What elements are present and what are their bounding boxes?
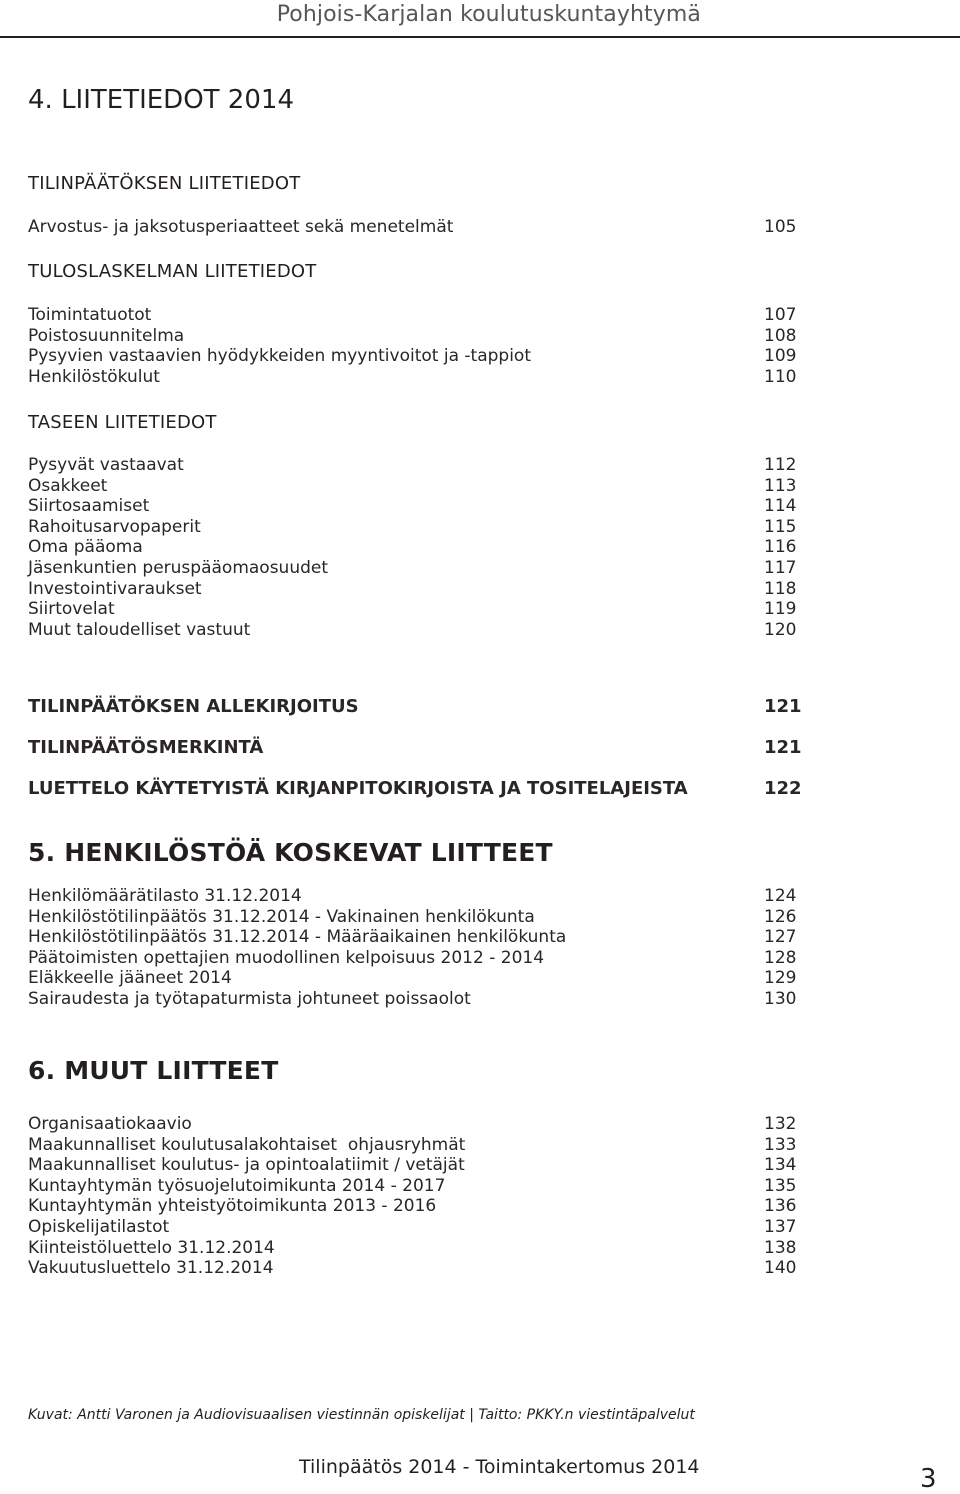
toc-row [28,686,800,727]
toc-row-label: Vakuutusluettelo 31.12.2014 [28,1258,274,1279]
toc-row-page: 138 [764,1237,797,1258]
toc-row-label: TILINPÄÄTÖKSEN ALLEKIRJOITUS [28,696,359,717]
toc-row-page: 118 [764,578,797,599]
section-rows-tilinpaatos [28,215,800,239]
toc-row [28,1217,800,1238]
toc-row-page: 109 [764,346,797,367]
toc-row [28,326,800,347]
toc-row [28,727,800,768]
section-rows-misc [28,686,800,809]
toc-row-page: 107 [764,305,797,325]
section-heading-henkilosto: 5. HENKILÖSTÖÄ KOSKEVAT LIITTEET [28,838,553,867]
toc-row-label: Arvostus- ja jaksotusperiaatteet sekä menetelmät [28,217,454,237]
toc-row-page: 108 [764,325,797,346]
toc-row-label: Sairaudesta ja työtapaturmista johtuneet poissaolot [28,988,471,1009]
header-divider [0,36,960,38]
toc-row-page: 128 [764,947,797,968]
toc-row-label: Organisaatiokaavio [28,1114,192,1134]
header-organization: Pohjois-Karjalan koulutuskuntayhtymä [276,2,701,27]
toc-row-label: Muut taloudelliset vastuut [28,619,251,640]
toc-row-label: Henkilöstötilinpäätös 31.12.2014 - Määräaikainen henkilökunta [28,927,567,948]
toc-row-label: Kuntayhtymän yhteistyötoimikunta 2013 - 2016 [28,1196,437,1217]
toc-row-page: 121 [764,696,802,717]
toc-row [28,1114,800,1135]
toc-row [28,1176,800,1197]
toc-row [28,599,800,620]
toc-row-page: 119 [764,599,797,620]
toc-row [28,346,800,367]
toc-row-page: 121 [764,737,802,758]
section-rows-henkilosto [28,886,800,1010]
toc-row-label: Oma pääoma [28,537,143,558]
toc-row-page: 134 [764,1155,797,1176]
toc-row [28,579,800,600]
toc-row [28,1196,800,1217]
toc-row [28,215,800,239]
toc-row-page: 105 [764,217,797,237]
toc-row-page: 110 [764,367,797,388]
toc-row-page: 120 [764,619,797,640]
section-rows-tuloslaskelma [28,305,800,388]
toc-row-label: TILINPÄÄTÖSMERKINTÄ [28,737,264,758]
toc-row [28,927,800,948]
toc-row-label: Pysyvien vastaavien hyödykkeiden myyntivoitot ja -tappiot [28,346,531,367]
toc-row-label: Henkilöstökulut [28,367,160,388]
toc-row-page: 135 [764,1175,797,1196]
page-title: 4. LIITETIEDOT 2014 [28,85,294,115]
toc-row [28,367,800,388]
section-heading-muut: 6. MUUT LIITTEET [28,1056,279,1085]
toc-row-label: Maakunnalliset koulutusalakohtaiset ohjausryhmät [28,1134,466,1155]
toc-row-label: Toimintatuotot [28,305,152,325]
toc-row [28,948,800,969]
toc-row-label: Kuntayhtymän työsuojelutoimikunta 2014 - 2017 [28,1175,446,1196]
toc-row-page: 113 [764,475,797,496]
toc-row [28,455,800,476]
toc-row-page: 130 [764,988,797,1009]
toc-row-label: Opiskelijatilastot [28,1216,170,1237]
toc-row-page: 132 [764,1114,797,1134]
section-rows-tase [28,455,800,640]
toc-row-label: Siirtosaamiset [28,496,150,517]
toc-row [28,1155,800,1176]
toc-row [28,968,800,989]
toc-row [28,476,800,497]
toc-row-label: Jäsenkuntien peruspääomaosuudet [28,557,329,578]
toc-row-page: 115 [764,516,797,537]
toc-row-page: 124 [764,886,797,906]
toc-row-page: 136 [764,1196,797,1217]
toc-row [28,1238,800,1259]
photo-layout-credits: Kuvat: Antti Varonen ja Audiovisuaalisen viestinnän opiskelijat | Taitto: PKKY.n viestintäpalvelut [28,1407,695,1423]
toc-row-page: 140 [764,1258,797,1279]
toc-row-label: Rahoitusarvopaperit [28,516,201,537]
toc-row [28,886,800,907]
toc-row [28,537,800,558]
toc-row-label: Siirtovelat [28,599,115,620]
toc-row [28,989,800,1010]
toc-row-page: 129 [764,968,797,989]
toc-row [28,768,800,809]
section-rows-muut [28,1114,800,1279]
toc-row-page: 126 [764,906,797,927]
toc-row-page: 122 [764,778,802,799]
toc-row-label: Päätoimisten opettajien muodollinen kelpoisuus 2012 - 2014 [28,947,545,968]
toc-row-label: Investointivaraukset [28,578,202,599]
toc-row [28,620,800,641]
toc-row-page: 137 [764,1216,797,1237]
toc-row-page: 116 [764,537,797,558]
toc-row-page: 112 [764,455,797,475]
toc-row-label: LUETTELO KÄYTETYISTÄ KIRJANPITOKIRJOISTA JA TOSITELAJEISTA [28,778,688,799]
toc-row [28,1258,800,1279]
toc-row-label: Pysyvät vastaavat [28,455,184,475]
section-heading-tuloslaskelma: TULOSLASKELMAN LIITETIEDOT [28,261,317,282]
section-heading-tase: TASEEN LIITETIEDOT [28,412,217,433]
toc-row-page: 117 [764,557,797,578]
toc-row [28,1135,800,1156]
toc-row [28,907,800,928]
toc-row-page: 127 [764,927,797,948]
toc-row-label: Osakkeet [28,475,108,496]
toc-row [28,305,800,326]
toc-row-label: Maakunnalliset koulutus- ja opintoalatiimit / vetäjät [28,1155,465,1176]
toc-row-label: Eläkkeelle jääneet 2014 [28,968,232,989]
footer-publication-title: Tilinpäätös 2014 - Toimintakertomus 2014 [299,1456,700,1478]
toc-row-page: 114 [764,496,797,517]
toc-row-label: Kiinteistöluettelo 31.12.2014 [28,1237,275,1258]
toc-row-label: Poistosuunnitelma [28,325,185,346]
toc-row [28,517,800,538]
toc-row-label: Henkilömäärätilasto 31.12.2014 [28,886,302,906]
toc-row [28,558,800,579]
section-heading-tilinpaatos: TILINPÄÄTÖKSEN LIITETIEDOT [28,173,301,194]
footer-page-number: 3 [920,1464,937,1494]
toc-row-page: 133 [764,1134,797,1155]
toc-row-label: Henkilöstötilinpäätös 31.12.2014 - Vakinainen henkilökunta [28,906,535,927]
toc-row [28,496,800,517]
